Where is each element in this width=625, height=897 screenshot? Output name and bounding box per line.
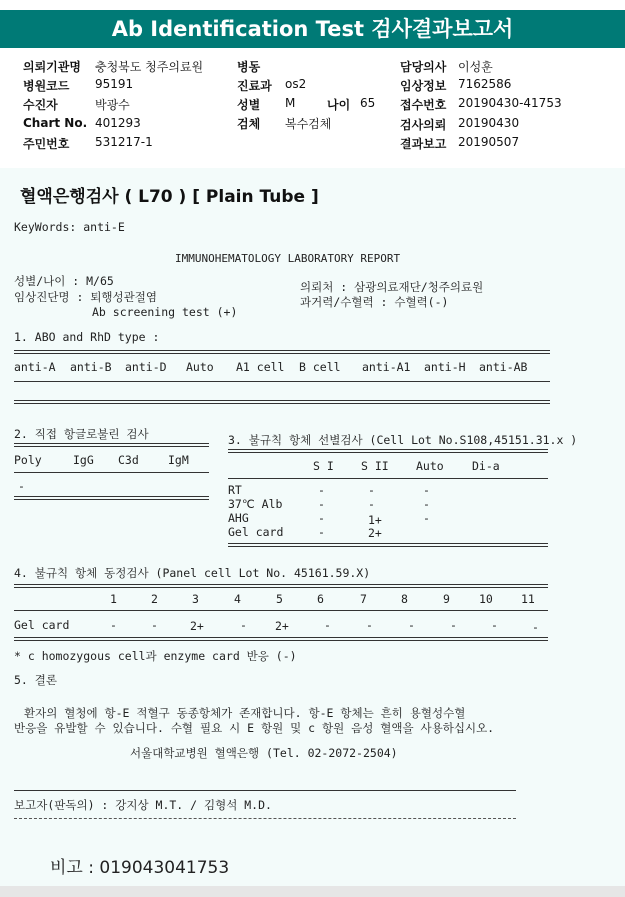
- field-label: 수진자: [23, 98, 58, 112]
- field-value: M: [285, 96, 296, 110]
- conclusion-line-2: 반응을 유발할 수 있습니다. 수혈 필요 시 E 항원 및 c 항원 음성 혈액을 사용하십시오.: [14, 721, 495, 735]
- panel-row-label: Gel card: [14, 618, 70, 632]
- divider: [14, 584, 548, 588]
- footer-note: 비고 : 019043041753: [50, 858, 230, 878]
- section3-title: 3. 불규칙 항체 선별검사 (Cell Lot No.S108,45151.31.x ): [228, 433, 578, 447]
- panel-col: 9: [443, 592, 450, 606]
- abo-col: anti-H: [424, 360, 466, 374]
- panel-col: 8: [401, 592, 408, 606]
- divider: [14, 496, 209, 500]
- field-label: Chart No.: [23, 116, 88, 130]
- field-value: os2: [285, 77, 307, 91]
- field-label: 임상정보: [400, 79, 447, 93]
- divider: [14, 610, 548, 611]
- section2-title: 2. 직접 항글로불린 검사: [14, 427, 149, 441]
- requester: 의뢰처 : 삼광의료재단/청주의료원: [300, 280, 484, 294]
- lab-title: IMMUNOHEMATOLOGY LABORATORY REPORT: [175, 252, 401, 265]
- sex-age: 성별/나이 : M/65: [14, 274, 114, 288]
- screen-cell: -: [423, 511, 430, 525]
- abo-col: Auto: [186, 360, 214, 374]
- panel-col: 3: [192, 592, 199, 606]
- panel-cell: -: [450, 618, 457, 632]
- dat-value: -: [18, 479, 25, 493]
- screen-cell: -: [318, 497, 325, 511]
- screen-cell: -: [318, 483, 325, 497]
- divider: [14, 400, 550, 404]
- field-label: 담당의사: [400, 60, 447, 74]
- report-heading: 혈액은행검사 ( L70 ) [ Plain Tube ]: [20, 187, 319, 207]
- field-label: 병원코드: [23, 79, 70, 93]
- diagnosis: 임상진단명 : 퇴행성관절염: [14, 290, 157, 304]
- field-label: 진료과: [237, 79, 272, 93]
- screen-row-label: RT: [228, 483, 242, 497]
- dat-col: C3d: [118, 453, 139, 467]
- field-label: 결과보고: [400, 137, 447, 151]
- panel-col: 4: [234, 592, 241, 606]
- panel-col: 10: [479, 592, 493, 606]
- divider: [14, 443, 209, 447]
- report-title: Ab Identification Test 검사결과보고서: [111, 17, 514, 41]
- screen-row-label: 37℃ Alb: [228, 497, 283, 511]
- abo-col: A1 cell: [236, 360, 285, 374]
- divider: [14, 350, 550, 354]
- divider: [14, 818, 516, 819]
- screen-cell: 2+: [368, 526, 382, 540]
- panel-cell: -: [240, 618, 247, 632]
- field-value: 이성훈: [458, 60, 493, 74]
- panel-col: 5: [276, 592, 283, 606]
- field-label: 성별: [237, 98, 261, 112]
- screen-col: Di-a: [472, 459, 500, 473]
- screen-col: S I: [313, 459, 334, 473]
- panel-cell: -: [408, 618, 415, 632]
- screen-col: S II: [361, 459, 389, 473]
- section1-title: 1. ABO and RhD type :: [14, 330, 160, 344]
- section4-title: 4. 불규칙 항체 동정검사 (Panel cell Lot No. 45161.59.X): [14, 566, 371, 580]
- keywords: KeyWords: anti-E: [14, 220, 125, 234]
- panel-col: 7: [360, 592, 367, 606]
- field-value: 7162586: [458, 77, 512, 91]
- field-label: 병동: [237, 60, 261, 74]
- divider: [228, 543, 548, 547]
- reporter: 보고자(판독의) : 강지상 M.T. / 김형석 M.D.: [14, 798, 272, 812]
- transfusion-history: 과거력/수혈력 : 수혈력(-): [300, 295, 449, 309]
- panel-cell: -: [491, 618, 498, 632]
- abo-col: anti-A: [14, 360, 56, 374]
- screen-col: Auto: [416, 459, 444, 473]
- section5-title: 5. 결론: [14, 673, 57, 687]
- field-value: 20190507: [458, 135, 520, 149]
- institution: 서울대학교병원 혈액은행 (Tel. 02-2072-2504): [130, 746, 398, 760]
- dat-col: Poly: [14, 453, 42, 467]
- field-label: 접수번호: [400, 98, 447, 112]
- field-label: 검사의뢰: [400, 118, 447, 132]
- field-value: 충청북도 청주의료원: [95, 60, 204, 74]
- field-value: 복수검체: [285, 117, 332, 131]
- panel-cell: 2+: [275, 619, 289, 633]
- field-label: 의뢰기관명: [23, 60, 81, 74]
- panel-cell: -: [366, 618, 373, 632]
- field-value: 65: [360, 96, 376, 110]
- field-value: 20190430: [458, 116, 520, 130]
- abo-col: B cell: [299, 360, 341, 374]
- field-label: 주민번호: [23, 137, 70, 151]
- panel-cell: -: [151, 618, 158, 632]
- panel-cell: -: [532, 620, 539, 634]
- panel-note: * c homozygous cell과 enzyme card 반응 (-): [14, 649, 297, 663]
- screen-cell: -: [423, 483, 430, 497]
- abo-col: anti-AB: [479, 360, 528, 374]
- screen-cell: -: [318, 525, 325, 539]
- bottom-bar: [0, 886, 625, 897]
- field-value: 531217-1: [95, 135, 153, 149]
- divider: [14, 637, 548, 641]
- panel-col: 6: [317, 592, 324, 606]
- dat-col: IgG: [73, 453, 94, 467]
- screen-cell: -: [318, 511, 325, 525]
- field-value: 박광수: [95, 98, 130, 112]
- screen-cell: 1+: [368, 513, 382, 527]
- abo-col: anti-B: [70, 360, 112, 374]
- conclusion-line-1: 환자의 혈청에 항-E 적혈구 동종항체가 존재합니다. 항-E 항체는 흔히 용혈성수혈: [24, 706, 466, 720]
- panel-cell: 2+: [190, 619, 204, 633]
- panel-col: 1: [110, 592, 117, 606]
- divider: [14, 381, 550, 382]
- divider: [14, 472, 209, 473]
- screen-row-label: AHG: [228, 511, 249, 525]
- panel-col: 11: [521, 592, 535, 606]
- field-label: 검체: [237, 117, 261, 131]
- divider: [14, 790, 516, 791]
- screening-result: Ab screening test (+): [92, 305, 238, 319]
- panel-cell: -: [110, 618, 117, 632]
- screen-cell: -: [368, 483, 375, 497]
- field-value: 20190430-41753: [458, 96, 562, 110]
- divider: [228, 478, 548, 479]
- field-value: 401293: [95, 116, 141, 130]
- dat-col: IgM: [168, 453, 189, 467]
- panel-col: 2: [151, 592, 158, 606]
- panel-cell: -: [324, 618, 331, 632]
- field-label: 나이: [327, 98, 351, 112]
- abo-col: anti-D: [125, 360, 167, 374]
- report-title-banner: [0, 10, 625, 48]
- screen-row-label: Gel card: [228, 525, 284, 539]
- field-value: 95191: [95, 77, 134, 91]
- divider: [228, 449, 548, 453]
- screen-cell: -: [423, 497, 430, 511]
- abo-col: anti-A1: [362, 360, 411, 374]
- screen-cell: -: [368, 497, 375, 511]
